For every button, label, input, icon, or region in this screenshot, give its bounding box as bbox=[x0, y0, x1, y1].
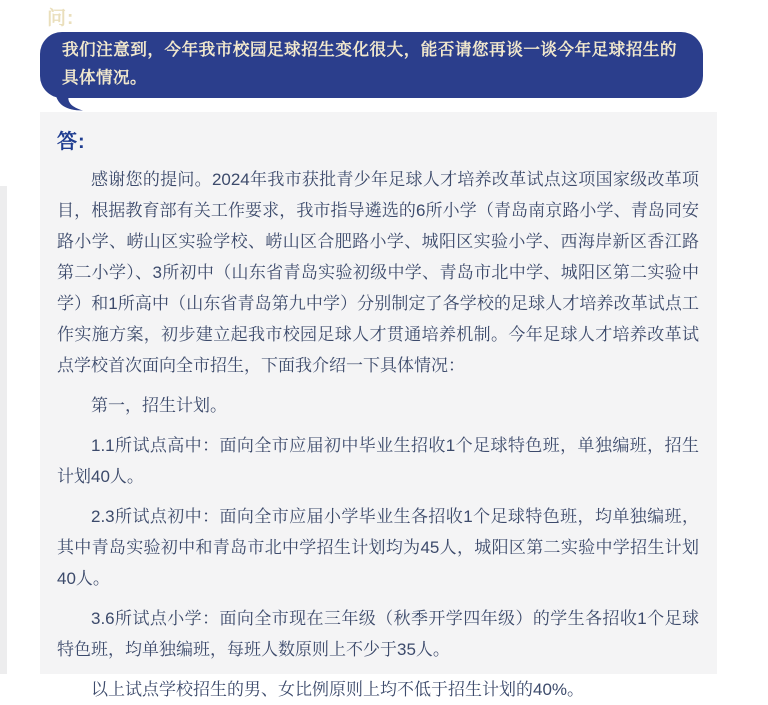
answer-paragraph-plan-heading: 第一，招生计划。 bbox=[91, 396, 227, 415]
speech-bubble-tail-icon bbox=[54, 96, 84, 113]
question-text: 我们注意到，今年我市校园足球招生变化很大，能否请您再谈一谈今年足球招生的具体情况。 bbox=[62, 41, 677, 87]
answer-paragraph-intro: 感谢您的提问。2024年我市获批青少年足球人才培养改革试点这项国家级改革项目，根据教育部有关工作要求，我市指导遴选的6所小学（青岛南京路小学、青岛同安路小学、崂山区实验学校、崂山区合肥路小学、城阳区实验小学、西海岸新区香江路第二小学）、3所初中（山东省青岛实验初级中学、青岛市北中学、城阳区第二实验中学）和1所高中（山东省青岛第九中学）分别制定了各学校的足球人才培养改革试点工作实施方案，初步建立起我市校园足球人才贯通培养机制。今年足球人才培养改革试点学校首次面向全市招生，下面我介绍一下具体情况： bbox=[57, 170, 699, 375]
answer-paragraph-primary-school: 3.6所试点小学：面向全市现在三年级（秋季开学四年级）的学生各招收1个足球特色班，均单独编班，每班人数原则上不少于35人。 bbox=[57, 609, 699, 659]
answer-label: 答: bbox=[57, 131, 86, 153]
answer-card bbox=[40, 112, 717, 699]
left-edge-strip bbox=[0, 186, 7, 674]
answer-paragraph-gender-ratio: 以上试点学校招生的男、女比例原则上均不低于招生计划的40%。 bbox=[91, 680, 585, 699]
question-label: 问: bbox=[47, 8, 75, 29]
answer-paragraph-high-school: 1.1所试点高中：面向全市应届初中毕业生招收1个足球特色班，单独编班，招生计划40人。 bbox=[57, 436, 699, 486]
question-bubble bbox=[40, 32, 703, 98]
answer-paragraph-middle-school: 2.3所试点初中：面向全市应届小学毕业生各招收1个足球特色班，均单独编班，其中青岛实验初中和青岛市北中学招生计划均为45人，城阳区第二实验中学招生计划40人。 bbox=[57, 507, 699, 588]
